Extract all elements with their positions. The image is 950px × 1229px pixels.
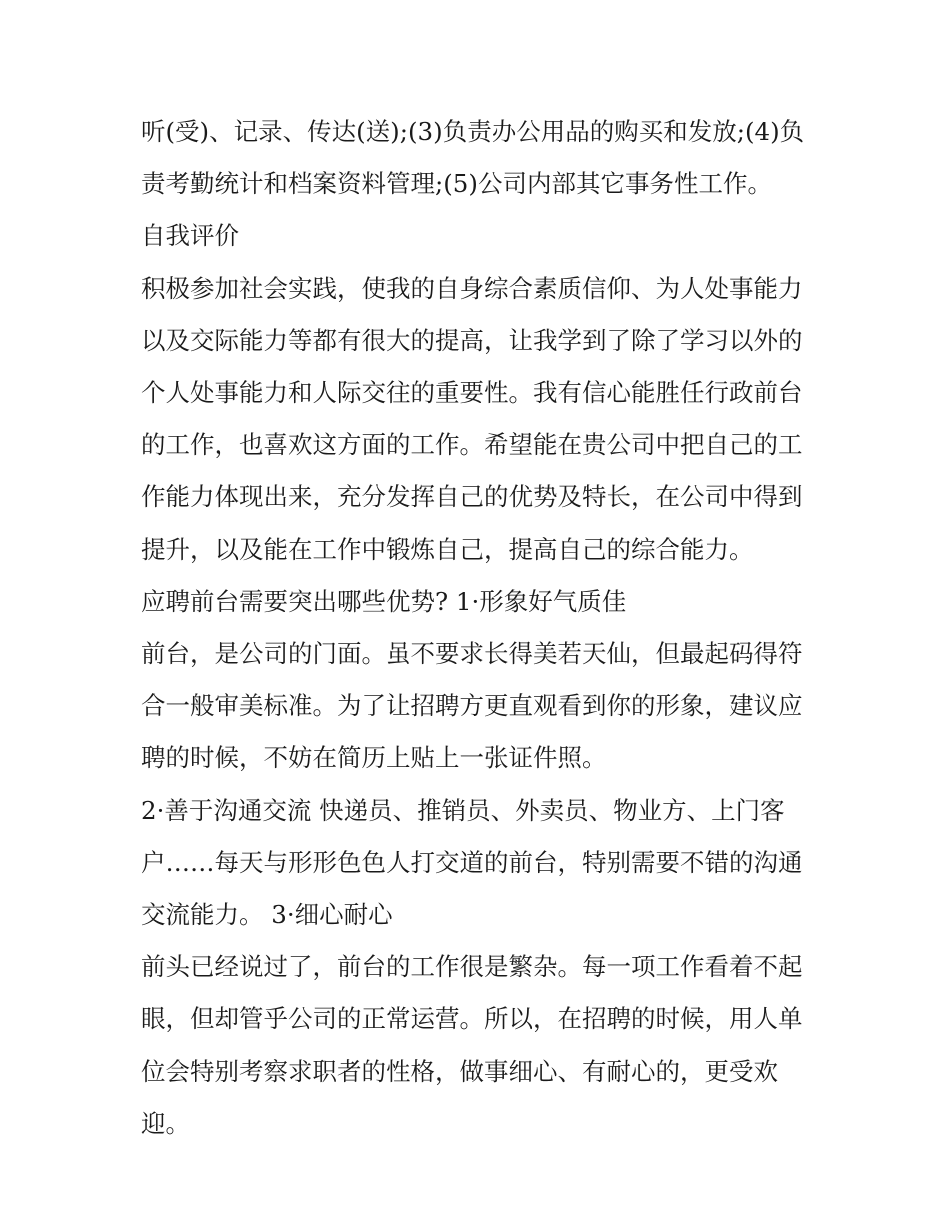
paragraph-patience: 前头已经说过了，前台的工作很是繁杂。每一项工作看着不起眼，但却管乎公司的正常运营。所以，在招聘的时候，用人单位会特别考察求职者的性格，做事细心、有耐心的，更受欢迎。 xyxy=(141,952,803,1138)
paragraph-appearance: 前台，是公司的门面。虽不要求长得美若天仙，但最起码得符合一般审美标准。为了让招聘方更直观看到你的形象，建议应聘的时候，不妨在简历上贴上一张证件照。 xyxy=(141,639,803,773)
paragraph-duties: 听(受)、记录、传达(送);(3)负责办公用品的购买和发放;(4)负责考勤统计和档案资料管理;(5)公司内部其它事务性工作。 xyxy=(141,117,805,199)
document-body xyxy=(141,106,821,1150)
paragraph-communication: 2·善于沟通交流 快递员、推销员、外卖员、物业方、上门客户……每天与形形色色人打交道的前台，特别需要不错的沟通交流能力。 3·细心耐心 xyxy=(141,795,803,930)
paragraph-self-evaluation: 积极参加社会实践，使我的自身综合素质信仰、为人处事能力以及交际能力等都有很大的提高，让我学到了除了学习以外的个人处事能力和人际交往的重要性。我有信心能胜任行政前台的工作，也喜欢这方面的工作。希望能在贵公司中把自己的工作能力体现出来，充分发挥自己的优势及特长，在公司中得到提升，以及能在工作中锻炼自己，提高自己的综合能力。 xyxy=(141,273,803,564)
heading-advantages: 应聘前台需要突出哪些优势? 1·形象好气质佳 xyxy=(141,586,627,616)
heading-self-evaluation: 自我评价 xyxy=(141,221,239,251)
